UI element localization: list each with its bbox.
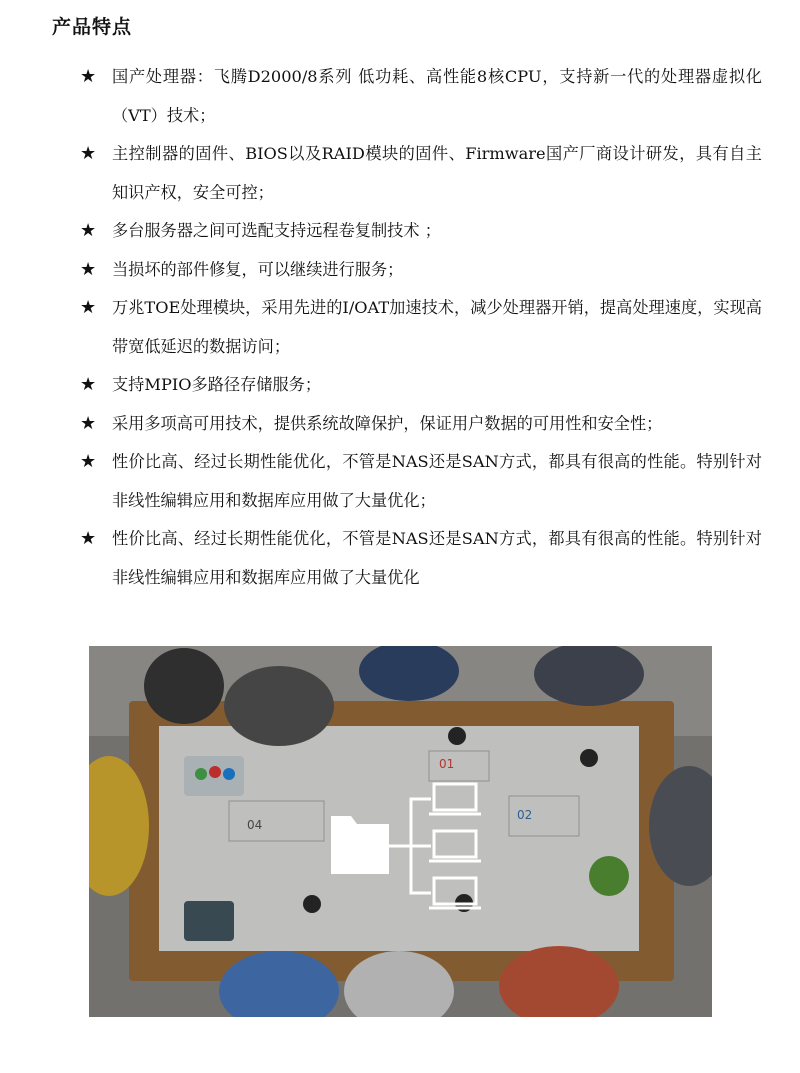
feature-item [0, 405, 800, 444]
section-heading: 产品特点 [52, 16, 133, 38]
step-label: 04 [247, 818, 263, 832]
feature-list [0, 58, 800, 597]
feature-item [0, 251, 800, 290]
step-label: 01 [439, 757, 455, 771]
folder-icon [331, 816, 389, 874]
feature-item [0, 58, 800, 135]
star-bullet-icon: ★ [80, 412, 97, 434]
step-label: 02 [517, 808, 533, 822]
photo-dim-overlay [89, 646, 712, 1017]
star-bullet-icon: ★ [80, 143, 97, 164]
feature-item [0, 520, 800, 597]
star-bullet-icon: ★ [80, 374, 97, 395]
feature-text: 主控制器的固件、BIOS以及RAID模块的固件、Firmware国产厂商设计研发，具有自主知识产权，安全可控； [112, 144, 762, 202]
star-bullet-icon: ★ [80, 66, 97, 87]
feature-text: 国产处理器：飞腾D2000/8系列 低功耗、高性能8核CPU，支持新一代的处理器虚拟化（VT）技术； [112, 67, 762, 125]
feature-text: 性价比高、经过长期性能优化，不管是NAS还是SAN方式，都具有很高的性能。特别针对非线性编辑应用和数据库应用做了大量优化 [112, 529, 762, 587]
star-bullet-icon: ★ [80, 220, 97, 241]
feature-text: 性价比高、经过长期性能优化，不管是NAS还是SAN方式，都具有很高的性能。特别针对非线性编辑应用和数据库应用做了大量优化； [112, 452, 762, 510]
feature-item [0, 366, 800, 405]
star-bullet-icon: ★ [80, 258, 97, 280]
feature-text: 多台服务器之间可选配支持远程卷复制技术 ； [112, 221, 441, 240]
feature-text: 支持MPIO多路径存储服务； [112, 375, 322, 394]
feature-item [0, 212, 800, 251]
feature-item [0, 289, 800, 366]
meeting-illustration [89, 646, 712, 1017]
star-bullet-icon: ★ [80, 451, 97, 472]
feature-text: 万兆TOE处理模块，采用先进的I/OAT加速技术，减少处理器开销，提高处理速度，实现高带宽低延迟的数据访问； [112, 298, 762, 356]
meeting-photo [89, 646, 712, 1017]
feature-text: 当损坏的部件修复，可以继续进行服务； [112, 259, 404, 279]
feature-text: 采用多项高可用技术，提供系统故障保护，保证用户数据的可用性和安全性； [112, 413, 663, 433]
star-bullet-icon: ★ [80, 297, 97, 318]
feature-item [0, 135, 800, 212]
feature-item [0, 443, 800, 520]
star-bullet-icon: ★ [80, 528, 97, 549]
